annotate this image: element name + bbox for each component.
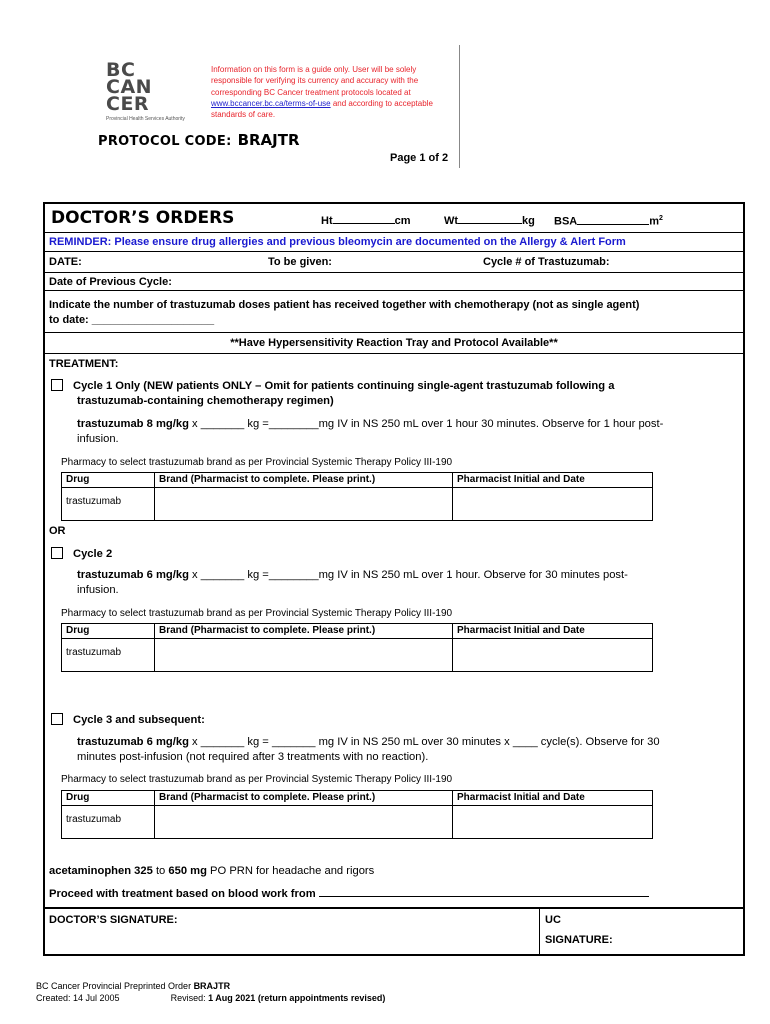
brand-cell[interactable] <box>155 488 453 521</box>
footer-created: Created: 14 Jul 2005 <box>36 993 120 1003</box>
cycle1-title <box>73 379 743 409</box>
cycle1-checkbox[interactable] <box>51 379 63 391</box>
acetaminophen-to: to <box>152 865 169 877</box>
doses-instruction <box>49 298 639 328</box>
weight-label: Wt <box>444 215 459 227</box>
date-label[interactable]: DATE: <box>49 256 82 268</box>
table-row <box>62 639 653 672</box>
drug-header: Drug <box>62 624 155 639</box>
disclaimer-text: Information on this form is a guide only. User will be solely responsible for verifying its currency and accuracy with the corresponding BC Cancer treatment protocols located at <box>211 65 419 97</box>
brand-table-2 <box>61 623 653 672</box>
disclaimer <box>211 64 451 120</box>
hsr-note: **Have Hypersensitivity Reaction Tray and Protocol Available** <box>230 337 558 349</box>
table-header-row <box>62 791 653 806</box>
bsa-label: BSA <box>554 215 578 228</box>
footer-revised-label: Revised: <box>170 993 209 1003</box>
protocol-code-label: PROTOCOL CODE: <box>98 134 232 149</box>
cycle1-dose-text[interactable]: x _______ kg =________mg IV in NS 250 mL over 1 hour 30 minutes. Observe for 1 hour post- <box>188 418 664 430</box>
weight-unit: kg <box>522 215 535 227</box>
logo-subtitle: Provincial Health Services Authority <box>106 116 185 122</box>
bloodwork-date-field[interactable] <box>319 896 649 897</box>
drug-cell: trastuzumab <box>62 806 155 839</box>
footer-form-name: BC Cancer Provincial Preprinted Order <box>36 981 194 991</box>
logo-line-3: CER <box>106 93 150 115</box>
hsr-row <box>45 333 743 354</box>
doses-text: Indicate the number of trastuzumab doses patient has received together with chemotherapy (not as single agent) <box>49 299 640 311</box>
height-field[interactable] <box>321 215 411 227</box>
previous-cycle-row <box>45 273 743 291</box>
brand-cell[interactable] <box>155 639 453 672</box>
brand-cell[interactable] <box>155 806 453 839</box>
header-divider <box>459 45 460 168</box>
signature-divider <box>539 909 540 954</box>
disclaimer-text-end: and according to acceptable standards of care. <box>211 98 433 120</box>
date-row <box>45 252 743 273</box>
brand-table-3 <box>61 790 653 839</box>
pharmacist-cell[interactable] <box>453 806 653 839</box>
table-row <box>62 806 653 839</box>
terms-link[interactable]: www.bccancer.bc.ca/terms-of-use <box>211 98 331 108</box>
reminder-text: REMINDER: Please ensure drug allergies and previous bleomycin are documented on the Allergy & Alert Form <box>49 236 626 248</box>
logo-line-2: CAN <box>106 76 153 98</box>
cycle3-dose-text[interactable]: x _______ kg = _______ mg IV in NS 250 mL over 30 minutes x ____ cycle(s). Observe for 30 <box>188 736 660 748</box>
drug-cell: trastuzumab <box>62 639 155 672</box>
bsa-field[interactable] <box>554 215 663 228</box>
doctor-signature-label[interactable]: DOCTOR’S SIGNATURE: <box>49 914 178 926</box>
table-header-row <box>62 473 653 488</box>
acetaminophen-order[interactable] <box>49 864 374 879</box>
acetaminophen-dose-low: acetaminophen 325 <box>49 865 153 877</box>
bc-cancer-logo <box>106 59 206 122</box>
cycle3-dose-line2: minutes post-infusion (not required after 3 treatments with no reaction). <box>77 751 429 763</box>
cycle3-title: Cycle 3 and subsequent: <box>73 714 205 726</box>
doctors-orders-form <box>43 202 745 909</box>
drug-cell: trastuzumab <box>62 488 155 521</box>
pharmacist-cell[interactable] <box>453 639 653 672</box>
signature-block <box>43 907 745 956</box>
brand-header: Brand (Pharmacist to complete. Please print.) <box>155 624 453 639</box>
protocol-code <box>98 131 300 149</box>
brand-table-1 <box>61 472 653 521</box>
to-be-given-label[interactable]: To be given: <box>268 256 332 268</box>
bsa-superscript: 2 <box>659 215 663 222</box>
pharmacist-header: Pharmacist Initial and Date <box>453 473 653 488</box>
logo-line-1: BC <box>106 59 136 81</box>
pharmacist-header: Pharmacist Initial and Date <box>453 791 653 806</box>
uc-signature-label[interactable]: SIGNATURE: <box>545 934 613 946</box>
title-row <box>45 204 743 233</box>
brand-header: Brand (Pharmacist to complete. Please print.) <box>155 791 453 806</box>
cycle3-drug: trastuzumab 6 mg/kg <box>77 736 189 748</box>
or-label: OR <box>49 525 66 537</box>
cycle3-checkbox[interactable] <box>51 713 63 725</box>
pharmacy-note-3: Pharmacy to select trastuzumab brand as per Provincial Systemic Therapy Policy III-190 <box>61 774 453 785</box>
acetaminophen-text: PO PRN for headache and rigors <box>206 865 375 877</box>
height-label: Ht <box>321 215 333 227</box>
uc-label: UC <box>545 914 561 926</box>
page-number: Page 1 of 2 <box>390 152 449 164</box>
cycle1-title-line2: trastuzumab-containing chemotherapy regimen) <box>77 395 334 407</box>
pharmacy-note-1: Pharmacy to select trastuzumab brand as per Provincial Systemic Therapy Policy III-190 <box>61 457 453 468</box>
proceed-row[interactable] <box>49 887 649 902</box>
drug-header: Drug <box>62 473 155 488</box>
pharmacist-cell[interactable] <box>453 488 653 521</box>
doses-to-date[interactable]: to date: ____________________ <box>49 314 215 326</box>
footer-revised-date: 1 Aug 2021 (return appointments revised) <box>208 993 386 1003</box>
table-row <box>62 488 653 521</box>
cycle-number-label[interactable]: Cycle # of Trastuzumab: <box>483 256 610 268</box>
treatment-label: TREATMENT: <box>49 358 119 370</box>
cycle1-dose-line2: infusion. <box>77 433 119 445</box>
height-unit: cm <box>394 215 411 227</box>
protocol-code-value: BRAJTR <box>237 131 300 149</box>
cycle1-dose <box>77 417 743 447</box>
reminder-row <box>45 233 743 252</box>
cycle3-dose <box>77 735 743 765</box>
previous-cycle-label[interactable]: Date of Previous Cycle: <box>49 276 172 288</box>
bsa-unit: m <box>649 215 660 228</box>
cycle1-drug: trastuzumab 8 mg/kg <box>77 418 189 430</box>
brand-header: Brand (Pharmacist to complete. Please print.) <box>155 473 453 488</box>
pharmacy-note-2: Pharmacy to select trastuzumab brand as per Provincial Systemic Therapy Policy III-190 <box>61 608 453 619</box>
footer-form-code: BRAJTR <box>193 981 231 991</box>
drug-header: Drug <box>62 791 155 806</box>
weight-field[interactable] <box>444 215 535 227</box>
acetaminophen-dose-high: 650 mg <box>168 865 207 877</box>
cycle2-drug: trastuzumab 6 mg/kg <box>77 569 189 581</box>
cycle2-title: Cycle 2 <box>73 548 113 560</box>
cycle2-dose-text[interactable]: x _______ kg =________mg IV in NS 250 mL over 1 hour. Observe for 30 minutes post- <box>188 569 628 581</box>
doses-row <box>45 291 743 333</box>
table-header-row <box>62 624 653 639</box>
cycle1-title-line1: Cycle 1 Only (NEW patients ONLY – Omit for patients continuing single-agent trastuzumab following a <box>73 380 615 392</box>
pharmacist-header: Pharmacist Initial and Date <box>453 624 653 639</box>
cycle2-checkbox[interactable] <box>51 547 63 559</box>
proceed-text: Proceed with treatment based on blood work from <box>49 888 316 900</box>
cycle2-dose-line2: infusion. <box>77 584 119 596</box>
cycle2-dose <box>77 568 743 598</box>
form-title: DOCTOR’S ORDERS <box>51 208 235 228</box>
footer <box>36 980 385 1004</box>
